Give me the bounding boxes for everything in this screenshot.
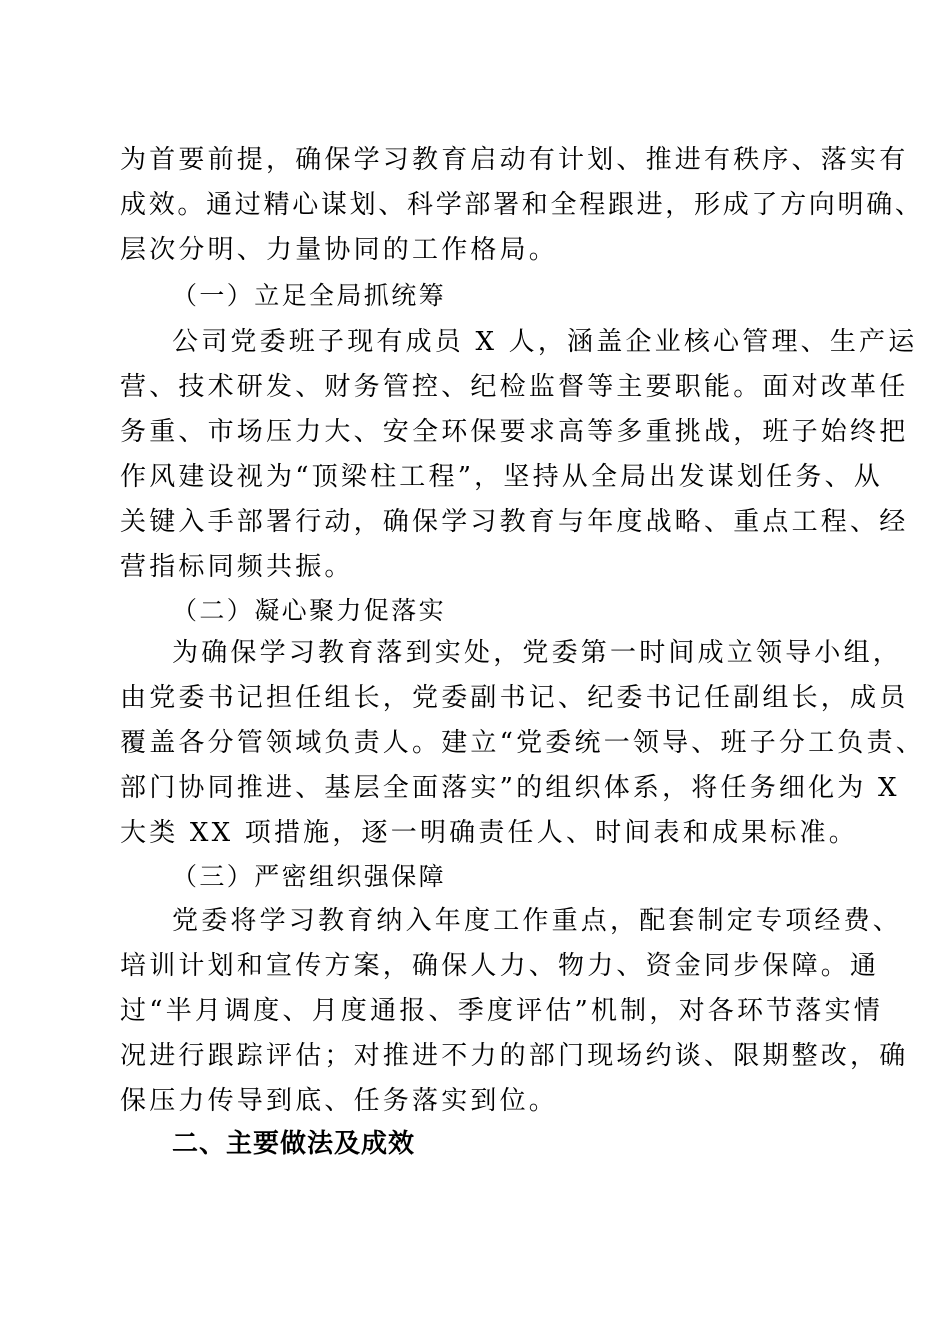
subsection-heading-1: （一）立足全局抓统筹 [172, 281, 447, 310]
intro-line-3: 层次分明、力量协同的工作格局。 [120, 235, 559, 265]
subsection-heading-3: （三）严密组织强保障 [172, 862, 447, 891]
sub2-line-5: 大类 XX 项措施，逐一明确责任人、时间表和成果标准。 [120, 818, 858, 848]
sub2-line-3: 覆盖各分管领域负责人。建立“党委统一领导、班子分工负责、 [120, 728, 925, 758]
sub3-line-4: 况进行跟踪评估；对推进不力的部门现场约谈、限期整改，确 [120, 1041, 909, 1071]
section-heading-2: 二、主要做法及成效 [172, 1129, 416, 1159]
sub1-line-6: 营指标同频共振。 [120, 552, 354, 582]
intro-line-1: 为首要前提，确保学习教育启动有计划、推进有秩序、落实有 [120, 145, 909, 175]
sub1-line-2: 营、技术研发、财务管控、纪检监督等主要职能。面对改革任 [120, 372, 909, 402]
sub3-line-5: 保压力传导到底、任务落实到位。 [120, 1086, 559, 1116]
sub2-line-2: 由党委书记担任组长，党委副书记、纪委书记任副组长，成员 [120, 683, 909, 713]
sub3-line-1: 党委将学习教育纳入年度工作重点，配套制定专项经费、 [172, 906, 903, 936]
sub2-line-4: 部门协同推进、基层全面落实”的组织体系，将任务细化为 X [120, 773, 900, 803]
sub1-line-5: 关键入手部署行动，确保学习教育与年度战略、重点工程、经 [120, 507, 909, 537]
sub3-line-2: 培训计划和宣传方案，确保人力、物力、资金同步保障。通 [120, 951, 880, 981]
intro-line-2: 成效。通过精心谋划、科学部署和全程跟进，形成了方向明确、 [120, 190, 924, 220]
sub2-line-1: 为确保学习教育落到实处，党委第一时间成立领导小组， [172, 638, 903, 668]
sub3-line-3: 过“半月调度、月度通报、季度评估”机制，对各环节落实情 [120, 996, 883, 1026]
subsection-heading-2: （二）凝心聚力促落实 [172, 596, 447, 625]
sub1-line-1: 公司党委班子现有成员 X 人，涵盖企业核心管理、生产运 [172, 327, 918, 357]
sub1-line-4: 作风建设视为“顶梁柱工程”，坚持从全局出发谋划任务、从 [120, 462, 883, 492]
sub1-line-3: 务重、市场压力大、安全环保要求高等多重挑战，班子始终把 [120, 417, 909, 447]
